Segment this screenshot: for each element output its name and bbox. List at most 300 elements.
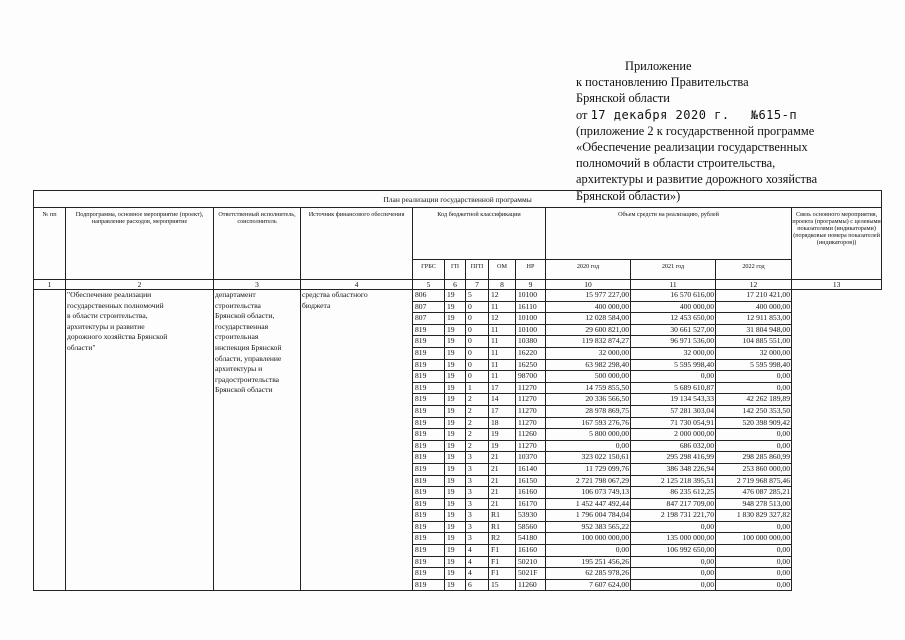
grbs-cell: 819	[413, 475, 445, 487]
table-row	[34, 290, 882, 302]
appendix-date-line	[576, 107, 876, 123]
amount-2022-cell: 32 000,00	[716, 347, 792, 359]
np-cell: 16250	[516, 359, 546, 371]
np-cell: 98700	[516, 371, 546, 383]
np-cell: 10100	[516, 290, 546, 302]
header-no: № пп	[34, 208, 66, 280]
indicator-link-cell	[792, 324, 882, 336]
gp-cell: 19	[445, 475, 466, 487]
amount-2020-cell: 119 832 874,27	[546, 336, 631, 348]
appendix-line-program-name-1: «Обеспечение реализации государственных	[576, 140, 808, 155]
header-kbk: Код бюджетной классификации	[413, 208, 546, 260]
indicator-link-cell	[792, 510, 882, 522]
indicator-link-cell	[792, 475, 882, 487]
amount-2020-cell: 20 336 566,50	[546, 394, 631, 406]
header-om: ОМ	[489, 260, 516, 280]
gp-cell: 19	[445, 371, 466, 383]
pgp-cell: 0	[466, 336, 489, 348]
grbs-cell: 819	[413, 336, 445, 348]
grbs-cell: 819	[413, 394, 445, 406]
pgp-cell: 2	[466, 429, 489, 441]
amount-2022-cell: 0,00	[716, 568, 792, 580]
amount-2022-cell: 17 210 421,00	[716, 290, 792, 302]
gp-cell: 19	[445, 579, 466, 591]
amount-2020-cell: 0,00	[546, 440, 631, 452]
np-cell: 11260	[516, 429, 546, 441]
gp-cell: 19	[445, 568, 466, 580]
om-cell: 21	[489, 487, 516, 499]
program-name-cell	[66, 290, 214, 591]
column-number: 5	[413, 280, 445, 290]
amount-2022-cell: 1 830 829 327,82	[716, 510, 792, 522]
gp-cell: 19	[445, 510, 466, 522]
responsible-cell-line: инспекция Брянской	[215, 342, 282, 352]
responsible-cell-line: Брянской области,	[215, 311, 275, 321]
header-gp: ГП	[445, 260, 466, 280]
amount-2020-cell: 323 022 150,61	[546, 452, 631, 464]
amount-2021-cell: 5 689 610,87	[631, 382, 716, 394]
appendix-line-program-ref: (приложение 2 к государственной программе	[576, 123, 815, 138]
amount-2021-cell: 400 000,00	[631, 301, 716, 313]
gp-cell: 19	[445, 440, 466, 452]
indicator-link-cell	[792, 440, 882, 452]
amount-2020-cell: 62 285 978,26	[546, 568, 631, 580]
om-cell: 17	[489, 405, 516, 417]
amount-2021-cell: 0,00	[631, 371, 716, 383]
amount-2022-cell: 0,00	[716, 440, 792, 452]
amount-2020-cell: 15 977 227,00	[546, 290, 631, 302]
amount-2022-cell: 5 595 998,40	[716, 359, 792, 371]
indicator-link-cell	[792, 429, 882, 441]
grbs-cell: 819	[413, 568, 445, 580]
responsible-cell-line: строительства	[215, 300, 261, 310]
gp-cell: 19	[445, 347, 466, 359]
om-cell: R2	[489, 533, 516, 545]
amount-2022-cell: 253 860 000,00	[716, 463, 792, 475]
gp-cell: 19	[445, 521, 466, 533]
amount-2021-cell: 86 235 612,25	[631, 487, 716, 499]
grbs-cell: 819	[413, 359, 445, 371]
np-cell: 10370	[516, 452, 546, 464]
indicator-link-cell	[792, 521, 882, 533]
appendix-line-region: Брянской области	[576, 91, 670, 106]
header-2021: 2021 год	[631, 260, 716, 280]
amount-2021-cell: 2 198 731 221,70	[631, 510, 716, 522]
program-name-cell-line: государственных полномочий	[67, 300, 164, 310]
indicator-link-cell	[792, 313, 882, 325]
table-title: План реализации государственной программы	[34, 191, 882, 208]
indicator-link-cell	[792, 347, 882, 359]
pgp-cell: 3	[466, 521, 489, 533]
resolution-number: №615-п	[750, 107, 798, 122]
column-number: 9	[516, 280, 546, 290]
indicator-link-cell	[792, 487, 882, 499]
program-name-cell-line: в области строительства,	[67, 311, 148, 321]
indicator-link-cell	[792, 394, 882, 406]
column-number: 10	[546, 280, 631, 290]
grbs-cell: 819	[413, 440, 445, 452]
amount-2020-cell: 63 982 298,40	[546, 359, 631, 371]
om-cell: F1	[489, 556, 516, 568]
header-subprogram: Подпрограмма, основное мероприятие (проект), направление расходов, мероприятие	[66, 208, 214, 280]
header-amount: Объем средств на реализацию, рублей	[546, 208, 792, 260]
appendix-title: Приложение	[625, 59, 692, 73]
pgp-cell: 0	[466, 301, 489, 313]
np-cell: 11270	[516, 394, 546, 406]
om-cell: 19	[489, 429, 516, 441]
amount-2021-cell: 2 125 218 395,51	[631, 475, 716, 487]
gp-cell: 19	[445, 463, 466, 475]
grbs-cell: 819	[413, 463, 445, 475]
pgp-cell: 5	[466, 290, 489, 302]
amount-2020-cell: 32 000,00	[546, 347, 631, 359]
appendix-line-program-name-3: архитектуры и развитие дорожного хозяйства	[576, 172, 818, 187]
program-name-cell-line: дорожного хозяйства Брянской	[67, 332, 168, 342]
om-cell: 21	[489, 463, 516, 475]
header-2022: 2022 год	[716, 260, 792, 280]
header-grbs: ГРБС	[413, 260, 445, 280]
gp-cell: 19	[445, 498, 466, 510]
gp-cell: 19	[445, 324, 466, 336]
amount-2021-cell: 686 032,00	[631, 440, 716, 452]
np-cell: 10100	[516, 324, 546, 336]
grbs-cell: 807	[413, 301, 445, 313]
column-number: 11	[631, 280, 716, 290]
amount-2021-cell: 5 595 998,40	[631, 359, 716, 371]
amount-2021-cell: 0,00	[631, 579, 716, 591]
column-number: 4	[301, 280, 413, 290]
grbs-cell: 819	[413, 498, 445, 510]
gp-cell: 19	[445, 533, 466, 545]
grbs-cell: 819	[413, 371, 445, 383]
om-cell: 21	[489, 475, 516, 487]
np-cell: 53930	[516, 510, 546, 522]
indicator-link-cell	[792, 498, 882, 510]
np-cell: 54180	[516, 533, 546, 545]
pgp-cell: 3	[466, 510, 489, 522]
amount-2020-cell: 195 251 456,26	[546, 556, 631, 568]
amount-2022-cell: 142 250 353,50	[716, 405, 792, 417]
np-cell: 50210	[516, 556, 546, 568]
amount-2022-cell: 0,00	[716, 382, 792, 394]
date-value: 17 декабря 2020 г.	[590, 107, 730, 122]
np-cell: 11270	[516, 417, 546, 429]
amount-2020-cell: 2 721 798 067,29	[546, 475, 631, 487]
responsible-cell-line: Брянской области	[215, 385, 273, 395]
amount-2020-cell: 100 000 000,00	[546, 533, 631, 545]
amount-2022-cell: 0,00	[716, 579, 792, 591]
amount-2021-cell: 0,00	[631, 556, 716, 568]
om-cell: 11	[489, 371, 516, 383]
indicator-link-cell	[792, 382, 882, 394]
amount-2022-cell: 42 262 189,89	[716, 394, 792, 406]
amount-2022-cell: 520 398 909,42	[716, 417, 792, 429]
header-responsible: Ответственный исполнитель, соисполнитель	[214, 208, 301, 280]
grbs-cell: 819	[413, 382, 445, 394]
amount-2022-cell: 400 000,00	[716, 301, 792, 313]
amount-2022-cell: 0,00	[716, 371, 792, 383]
column-number: 1	[34, 280, 66, 290]
amount-2021-cell: 32 000,00	[631, 347, 716, 359]
om-cell: 19	[489, 440, 516, 452]
table-body	[34, 290, 882, 591]
column-number: 8	[489, 280, 516, 290]
amount-2020-cell: 14 759 855,50	[546, 382, 631, 394]
pgp-cell: 3	[466, 475, 489, 487]
responsible-cell-line: архитектуры и	[215, 364, 263, 374]
source-cell	[301, 290, 413, 591]
om-cell: 11	[489, 347, 516, 359]
grbs-cell: 819	[413, 429, 445, 441]
np-cell: 11270	[516, 440, 546, 452]
indicator-link-cell	[792, 359, 882, 371]
amount-2020-cell: 12 028 584,00	[546, 313, 631, 325]
pgp-cell: 3	[466, 487, 489, 499]
amount-2021-cell: 19 134 543,33	[631, 394, 716, 406]
om-cell: 17	[489, 382, 516, 394]
header-link: Связь основного мероприятия, проекта (программы) с целевыми показателями (индикаторами) (порядковые номера показателей (индикаторов))	[792, 208, 882, 280]
om-cell: 14	[489, 394, 516, 406]
amount-2021-cell: 847 217 709,00	[631, 498, 716, 510]
program-name-cell-line: "Обеспечение реализации	[67, 290, 152, 299]
grbs-cell: 806	[413, 290, 445, 302]
header-source: Источник финансового обеспечения	[301, 208, 413, 280]
responsible-cell-line: департамент	[215, 290, 256, 299]
gp-cell: 19	[445, 417, 466, 429]
om-cell: 18	[489, 417, 516, 429]
amount-2021-cell: 30 661 527,00	[631, 324, 716, 336]
pgp-cell: 2	[466, 417, 489, 429]
pgp-cell: 3	[466, 498, 489, 510]
grbs-cell: 819	[413, 487, 445, 499]
program-name-cell-line: области"	[67, 342, 96, 352]
pgp-cell: 4	[466, 556, 489, 568]
pgp-cell: 3	[466, 533, 489, 545]
amount-2022-cell: 298 285 860,99	[716, 452, 792, 464]
amount-2022-cell: 948 278 513,00	[716, 498, 792, 510]
np-cell: 16220	[516, 347, 546, 359]
responsible-cell-line: государственная	[215, 321, 269, 331]
pgp-cell: 1	[466, 382, 489, 394]
gp-cell: 19	[445, 394, 466, 406]
source-cell-line: бюджета	[302, 300, 331, 310]
pgp-cell: 0	[466, 324, 489, 336]
gp-cell: 19	[445, 429, 466, 441]
om-cell: 12	[489, 313, 516, 325]
pgp-cell: 6	[466, 579, 489, 591]
column-number: 6	[445, 280, 466, 290]
om-cell: F1	[489, 568, 516, 580]
gp-cell: 19	[445, 313, 466, 325]
np-cell: 16160	[516, 545, 546, 557]
amount-2020-cell: 1 796 004 784,04	[546, 510, 631, 522]
gp-cell: 19	[445, 290, 466, 302]
indicator-link-cell	[792, 405, 882, 417]
indicator-link-cell	[792, 417, 882, 429]
amount-2022-cell: 0,00	[716, 521, 792, 533]
amount-2021-cell: 96 971 536,00	[631, 336, 716, 348]
amount-2020-cell: 500 000,00	[546, 371, 631, 383]
header-2020: 2020 год	[546, 260, 631, 280]
program-name-cell-line: архитектуры и развитие	[67, 321, 145, 331]
pgp-cell: 0	[466, 359, 489, 371]
amount-2021-cell: 0,00	[631, 521, 716, 533]
gp-cell: 19	[445, 487, 466, 499]
amount-2021-cell: 0,00	[631, 568, 716, 580]
amount-2021-cell: 135 000 000,00	[631, 533, 716, 545]
grbs-cell: 819	[413, 452, 445, 464]
responsible-cell	[214, 290, 301, 591]
amount-2021-cell: 2 000 000,00	[631, 429, 716, 441]
grbs-cell: 819	[413, 556, 445, 568]
amount-2020-cell: 7 607 624,00	[546, 579, 631, 591]
pgp-cell: 0	[466, 313, 489, 325]
om-cell: 11	[489, 301, 516, 313]
amount-2022-cell: 0,00	[716, 545, 792, 557]
amount-2022-cell: 0,00	[716, 429, 792, 441]
amount-2020-cell: 28 978 869,75	[546, 405, 631, 417]
grbs-cell: 819	[413, 405, 445, 417]
date-prefix: от	[576, 107, 588, 122]
np-cell: 10100	[516, 313, 546, 325]
grbs-cell: 807	[413, 313, 445, 325]
column-number: 12	[716, 280, 792, 290]
indicator-link-cell	[792, 556, 882, 568]
pgp-cell: 2	[466, 405, 489, 417]
amount-2020-cell: 167 593 276,76	[546, 417, 631, 429]
om-cell: R1	[489, 521, 516, 533]
np-cell: 16160	[516, 487, 546, 499]
pgp-cell: 2	[466, 440, 489, 452]
indicator-link-cell	[792, 568, 882, 580]
amount-2020-cell: 400 000,00	[546, 301, 631, 313]
responsible-cell-line: градостроительства	[215, 374, 280, 384]
om-cell: F1	[489, 545, 516, 557]
gp-cell: 19	[445, 301, 466, 313]
om-cell: 11	[489, 359, 516, 371]
gp-cell: 19	[445, 336, 466, 348]
grbs-cell: 819	[413, 510, 445, 522]
np-cell: 11260	[516, 579, 546, 591]
pgp-cell: 0	[466, 347, 489, 359]
header-np: НР	[516, 260, 546, 280]
amount-2021-cell: 12 453 650,00	[631, 313, 716, 325]
np-cell: 16170	[516, 498, 546, 510]
program-plan-table	[33, 190, 882, 591]
grbs-cell: 819	[413, 579, 445, 591]
amount-2020-cell: 952 383 565,22	[546, 521, 631, 533]
amount-2020-cell: 29 600 821,00	[546, 324, 631, 336]
pgp-cell: 3	[466, 463, 489, 475]
appendix-line-resolution: к постановлению Правительства	[576, 75, 749, 90]
np-cell: 16150	[516, 475, 546, 487]
grbs-cell: 819	[413, 521, 445, 533]
amount-2021-cell: 386 348 226,94	[631, 463, 716, 475]
column-number-row	[34, 280, 882, 290]
om-cell: 11	[489, 324, 516, 336]
om-cell: 11	[489, 336, 516, 348]
header-pgp: ПГП	[466, 260, 489, 280]
np-cell: 10380	[516, 336, 546, 348]
om-cell: 21	[489, 498, 516, 510]
grbs-cell: 819	[413, 545, 445, 557]
amount-2022-cell: 31 804 948,00	[716, 324, 792, 336]
amount-2022-cell: 2 719 968 875,46	[716, 475, 792, 487]
amount-2020-cell: 11 729 099,76	[546, 463, 631, 475]
om-cell: 12	[489, 290, 516, 302]
amount-2021-cell: 71 730 054,91	[631, 417, 716, 429]
source-cell-line: средства областного	[302, 290, 368, 299]
amount-2021-cell: 57 281 303,04	[631, 405, 716, 417]
indicator-link-cell	[792, 545, 882, 557]
gp-cell: 19	[445, 382, 466, 394]
amount-2020-cell: 0,00	[546, 545, 631, 557]
np-cell: 11270	[516, 405, 546, 417]
om-cell: 15	[489, 579, 516, 591]
grbs-cell: 819	[413, 417, 445, 429]
grbs-cell: 819	[413, 347, 445, 359]
om-cell: 21	[489, 452, 516, 464]
indicator-link-cell	[792, 290, 882, 302]
gp-cell: 19	[445, 545, 466, 557]
np-cell: 11270	[516, 382, 546, 394]
column-number: 13	[792, 280, 882, 290]
indicator-link-cell	[792, 301, 882, 313]
gp-cell: 19	[445, 556, 466, 568]
amount-2021-cell: 106 992 650,00	[631, 545, 716, 557]
amount-2021-cell: 16 570 616,00	[631, 290, 716, 302]
grbs-cell: 819	[413, 533, 445, 545]
gp-cell: 19	[445, 359, 466, 371]
pgp-cell: 4	[466, 568, 489, 580]
amount-2020-cell: 5 800 000,00	[546, 429, 631, 441]
amount-2022-cell: 476 087 285,21	[716, 487, 792, 499]
amount-2021-cell: 295 298 416,99	[631, 452, 716, 464]
responsible-cell-line: строительная	[215, 332, 259, 342]
responsible-cell-line: области, управление	[215, 353, 282, 363]
column-number: 7	[466, 280, 489, 290]
pgp-cell: 3	[466, 452, 489, 464]
amount-2022-cell: 100 000 000,00	[716, 533, 792, 545]
amount-2022-cell: 0,00	[716, 556, 792, 568]
indicator-link-cell	[792, 579, 882, 591]
appendix-line-program-name-2: полномочий в области строительства,	[576, 156, 776, 171]
pgp-cell: 2	[466, 394, 489, 406]
indicator-link-cell	[792, 533, 882, 545]
indicator-link-cell	[792, 463, 882, 475]
indicator-link-cell	[792, 452, 882, 464]
column-number: 2	[66, 280, 214, 290]
grbs-cell: 819	[413, 324, 445, 336]
amount-2022-cell: 12 911 853,00	[716, 313, 792, 325]
np-cell: 5021F	[516, 568, 546, 580]
indicator-link-cell	[792, 336, 882, 348]
amount-2022-cell: 104 885 551,00	[716, 336, 792, 348]
row-number-cell	[34, 290, 66, 591]
om-cell: R1	[489, 510, 516, 522]
indicator-link-cell	[792, 371, 882, 383]
gp-cell: 19	[445, 405, 466, 417]
pgp-cell: 0	[466, 371, 489, 383]
gp-cell: 19	[445, 452, 466, 464]
amount-2020-cell: 1 452 447 492,44	[546, 498, 631, 510]
amount-2020-cell: 106 073 749,13	[546, 487, 631, 499]
np-cell: 58560	[516, 521, 546, 533]
np-cell: 16140	[516, 463, 546, 475]
column-number: 3	[214, 280, 301, 290]
np-cell: 16110	[516, 301, 546, 313]
appendix-header	[576, 58, 876, 204]
